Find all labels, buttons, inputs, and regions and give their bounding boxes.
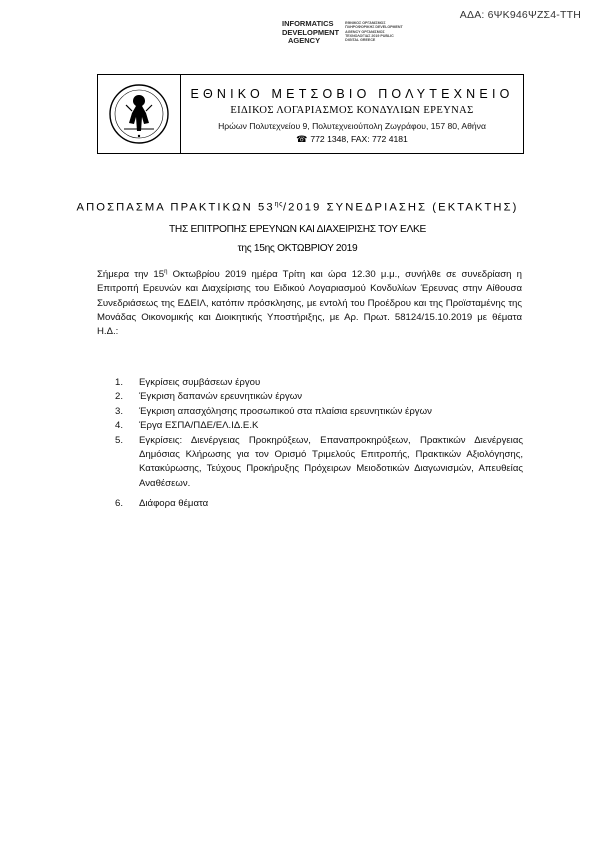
intro-start: Σήμερα την 15 — [97, 269, 165, 281]
agenda-item — [115, 376, 523, 390]
document-title — [0, 198, 595, 215]
ida-logo-small-print: ΕΘΝΙΚΟΣ ΟΡΓΑΝΙΣΜΟΣ ΠΛΗΡΟΦΟΡΙΚΗΣ DEVELOPMENT AGENCY ΟΡΓΑΝΙΣΜΟΣ ΤΕΧΝΟΛΟΓΙΑΣ 2019 PUBLIC DIGITAL GREECE — [345, 21, 403, 43]
agenda-item — [115, 390, 523, 404]
agenda-text: Διάφορα θέματα — [139, 498, 209, 510]
agenda-item — [115, 434, 523, 492]
letterhead — [97, 74, 524, 154]
agenda-number: 2. — [115, 391, 124, 403]
letterhead-text — [181, 75, 523, 153]
contact-line — [296, 133, 408, 146]
title-ordinal: ης — [274, 201, 283, 208]
agenda-number: 5. — [115, 434, 124, 446]
intro-rest: Οκτωβρίου 2019 ημέρα Τρίτη και ώρα 12.30 μ.μ., συνήλθε σε συνεδρίαση η Επιτροπή Ερευνών και Διαχείρισης του Ειδικού Λογαριασμού Κονδυλίων Έρευνας στην Αίθουσα Συνεδριάσεως της ΕΔΕΙΛ, κατόπιν πρόσκλησης, με εντολή του Προέδρου και της Προϊσταμένης της Μονάδας Οικονομικής και Διοικητικής Υποστήριξης, με Αρ. Πρωτ. 58124/15.10.2019 με θέματα Η.Δ.: — [97, 269, 523, 337]
ida-line-1: INFORMATICS — [282, 19, 334, 28]
agenda-number: 6. — [115, 498, 124, 510]
agenda-number: 4. — [115, 420, 124, 432]
phone-fax: 772 1348, FAX: 772 4181 — [310, 133, 408, 144]
agenda-list — [115, 376, 523, 512]
ida-logo-wordmark — [282, 20, 339, 46]
ida-line-3: AGENCY — [288, 36, 321, 46]
address: Ηρώων Πολυτεχνείου 9, Πολυτεχνειούπολη Ζωγράφου, 157 80, Αθήνα — [218, 120, 486, 131]
agenda-text: Έγκριση απασχόλησης προσωπικού στα πλαίσια ερευνητικών έργων — [139, 405, 432, 417]
agenda-text: Εγκρίσεις συμβάσεων έργου — [139, 377, 261, 388]
committee-title: ΤΗΣ ΕΠΙΤΡΟΠΗΣ ΕΡΕΥΝΩΝ ΚΑΙ ΔΙΑΧΕΙΡΙΣΗΣ ΤΟΥ ΕΛΚΕ — [168, 223, 427, 235]
agenda-text: Εγκρίσεις: Διενέργειας Προκηρύξεων, Επαναπροκηρύξεων, Πρακτικών Διενέργειας Δημόσιας Κλήρωσης για τον Ορισμό Τριμελούς Επιτροπής, Πρακτικών Αξιολόγησης, Κατακύρωσης, Τεύχους Προκήρυξης Πρόχειρων Μειοδοτικών Διαγωνισμών, Απευθείας Αναθέσεων. — [139, 434, 523, 489]
university-name: ΕΘΝΙΚΟ ΜΕΤΣΟΒΙΟ ΠΟΛΥΤΕΧΝΕΙΟ — [190, 86, 514, 101]
session-date: της 15ης ΟΚΤΩΒΡΙΟΥ 2019 — [237, 242, 358, 254]
intro-paragraph — [97, 265, 522, 339]
agenda-text: Έγκριση δαπανών ερευνητικών έργων — [139, 391, 303, 403]
logo-cell — [98, 75, 181, 153]
agenda-number: 1. — [115, 377, 124, 388]
title-part-2: /2019 ΣΥΝΕΔΡΙΑΣΗΣ (ΕΚΤΑΚΤΗΣ) — [282, 201, 519, 214]
title-block — [0, 198, 595, 256]
agenda-item — [115, 405, 523, 419]
title-part-1: ΑΠΟΣΠΑΣΜΑ ΠΡΑΚΤΙΚΩΝ 53 — [76, 201, 275, 214]
phone-icon: ☎ — [296, 133, 308, 144]
account-name: ΕΙΔΙΚΟΣ ΛΟΓΑΡΙΑΣΜΟΣ ΚΟΝΔΥΛΙΩΝ ΕΡΕΥΝΑΣ — [230, 104, 474, 116]
agenda-item — [115, 419, 523, 433]
ada-stamp: ΑΔΑ: 6ΨΚ946ΨΖΣ4-ΤΤΗ — [459, 9, 581, 21]
ida-logo — [282, 20, 407, 46]
agenda-number: 3. — [115, 405, 124, 417]
agenda-item — [115, 497, 523, 511]
agenda-text: Έργα ΕΣΠΑ/ΠΔΕ/ΕΛ.ΙΔ.Ε.Κ — [139, 420, 259, 432]
intro-ordinal: η — [164, 269, 168, 275]
ida-line-2: DEVELOPMENT — [282, 27, 340, 37]
university-seal-icon — [108, 83, 170, 145]
